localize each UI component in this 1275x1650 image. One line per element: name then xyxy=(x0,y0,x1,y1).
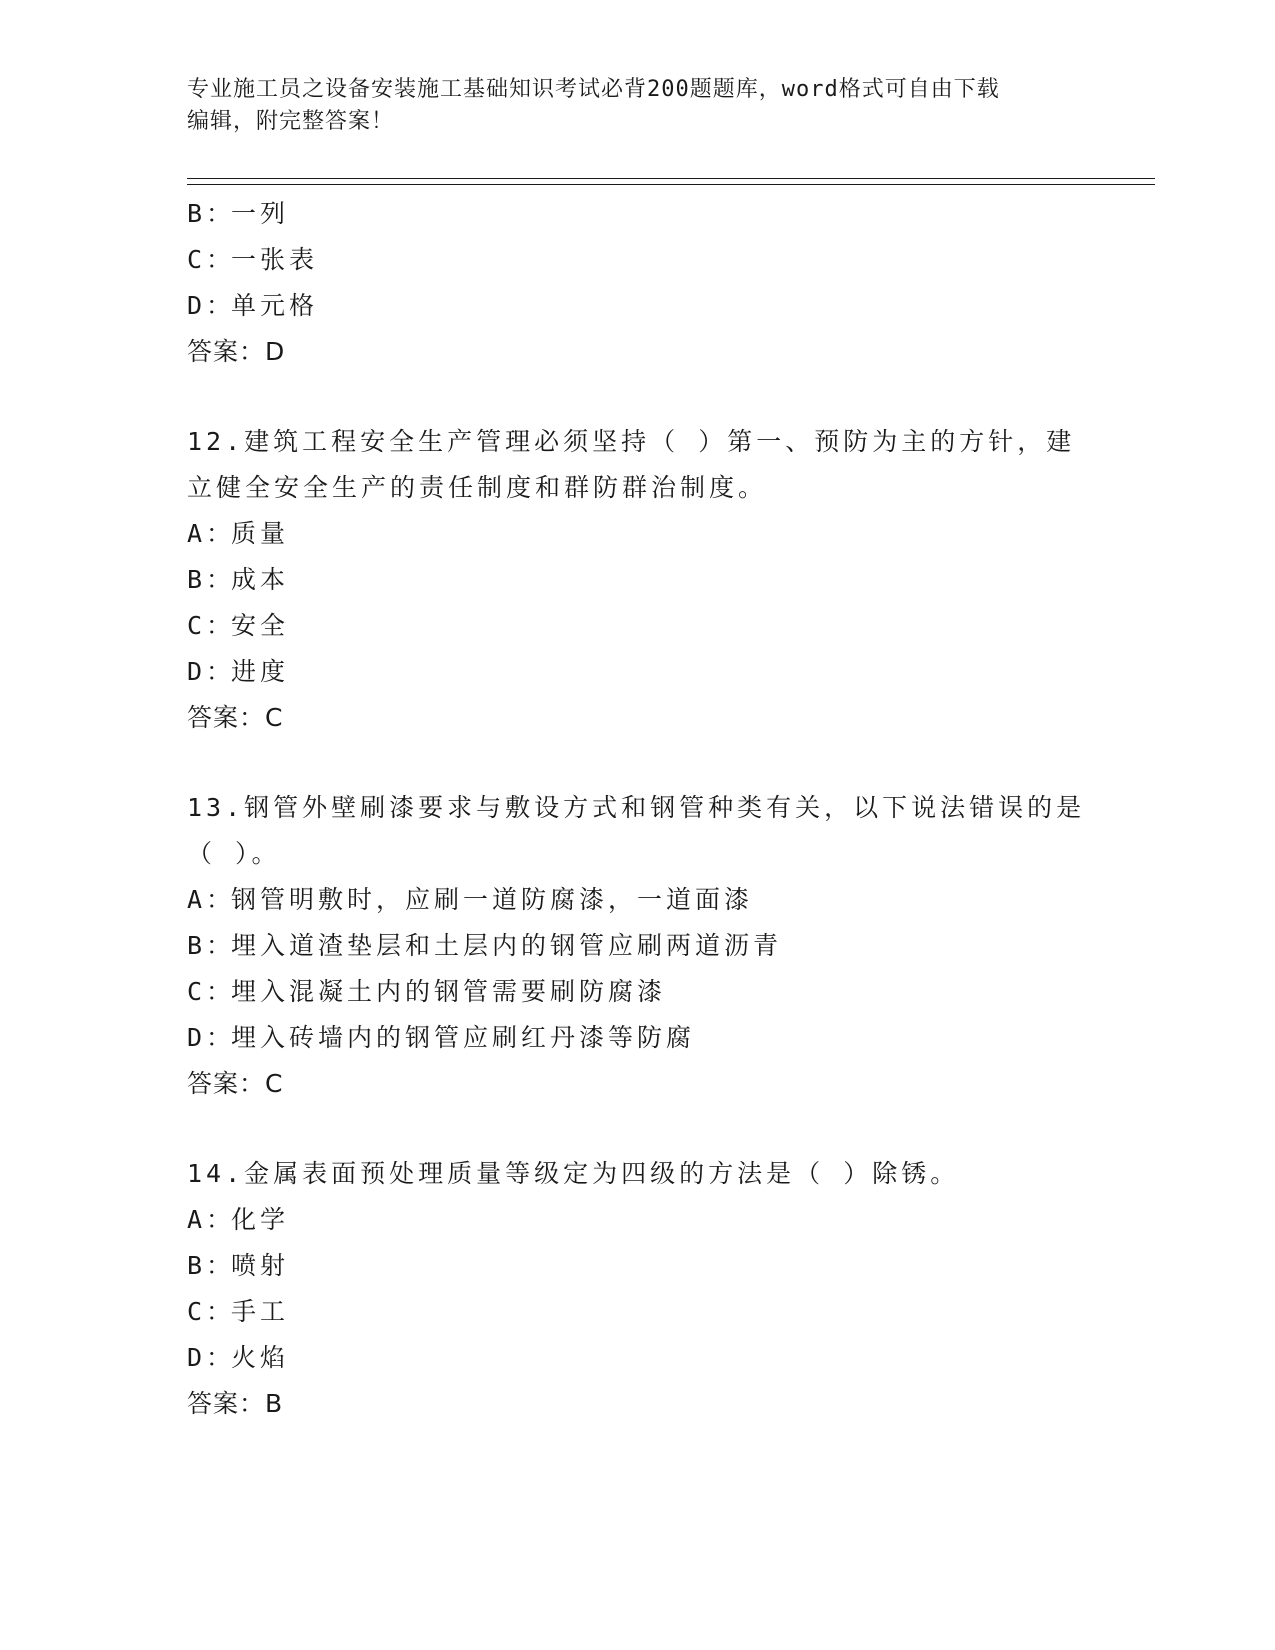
question-partial xyxy=(187,191,1087,375)
question-stem xyxy=(187,785,1087,877)
option-text: 埋入道渣垫层和土层内的钢管应刷两道沥青 xyxy=(231,931,783,960)
question-stem xyxy=(187,1151,1087,1197)
stem-line: 12.建筑工程安全生产管理必须坚持（ ）第一、预防为主的方针，建 xyxy=(187,427,1076,456)
option-b xyxy=(187,557,1087,603)
option-key: C： xyxy=(187,977,236,1006)
option-text: 单元格 xyxy=(231,291,319,320)
option-text: 安全 xyxy=(231,611,290,640)
answer: 答案：C xyxy=(187,703,284,732)
option-c xyxy=(187,603,1087,649)
option-a xyxy=(187,877,1087,923)
option-a xyxy=(187,1197,1087,1243)
option-key: A： xyxy=(187,1205,236,1234)
option-key: D： xyxy=(187,657,236,686)
option-d xyxy=(187,283,1087,329)
answer: 答案：D xyxy=(187,337,286,366)
option-d xyxy=(187,1015,1087,1061)
answer: 答案：C xyxy=(187,1069,284,1098)
option-key: B： xyxy=(187,1251,236,1280)
option-key: C： xyxy=(187,611,236,640)
option-key: B： xyxy=(187,199,236,228)
option-d xyxy=(187,649,1087,695)
option-key: A： xyxy=(187,519,236,548)
option-text: 钢管明敷时，应刷一道防腐漆，一道面漆 xyxy=(231,885,754,914)
stem-line: （ ）。 xyxy=(187,839,281,868)
option-b xyxy=(187,923,1087,969)
option-text: 埋入混凝土内的钢管需要刷防腐漆 xyxy=(231,977,667,1006)
answer: 答案：B xyxy=(187,1389,284,1418)
option-key: C： xyxy=(187,245,236,274)
option-c xyxy=(187,969,1087,1015)
header-divider xyxy=(187,178,1155,185)
question-list xyxy=(187,191,1087,1427)
option-text: 质量 xyxy=(231,519,290,548)
stem-line: 13.钢管外壁刷漆要求与敷设方式和钢管种类有关，以下说法错误的是 xyxy=(187,793,1086,822)
option-key: B： xyxy=(187,931,236,960)
option-a xyxy=(187,511,1087,557)
option-text: 手工 xyxy=(231,1297,290,1326)
question-14 xyxy=(187,1151,1087,1427)
option-c xyxy=(187,1289,1087,1335)
option-b xyxy=(187,191,1087,237)
option-text: 成本 xyxy=(231,565,290,594)
question-12 xyxy=(187,419,1087,741)
option-text: 火焰 xyxy=(231,1343,290,1372)
header-line-2: 编辑，附完整答案！ xyxy=(187,109,395,134)
option-text: 一张表 xyxy=(231,245,319,274)
option-key: B： xyxy=(187,565,236,594)
option-key: D： xyxy=(187,1343,236,1372)
option-key: A： xyxy=(187,885,236,914)
option-text: 进度 xyxy=(231,657,290,686)
option-key: D： xyxy=(187,1023,236,1052)
option-c xyxy=(187,237,1087,283)
document-header xyxy=(187,74,1087,138)
question-stem xyxy=(187,419,1087,511)
option-text: 埋入砖墙内的钢管应刷红丹漆等防腐 xyxy=(231,1023,696,1052)
question-13 xyxy=(187,785,1087,1107)
option-text: 化学 xyxy=(231,1205,290,1234)
option-text: 一列 xyxy=(231,199,290,228)
stem-line: 14.金属表面预处理质量等级定为四级的方法是（ ）除锈。 xyxy=(187,1159,960,1188)
option-text: 喷射 xyxy=(231,1251,290,1280)
stem-line: 立健全安全生产的责任制度和群防群治制度。 xyxy=(187,473,768,502)
option-b xyxy=(187,1243,1087,1289)
header-line-1: 专业施工员之设备安装施工基础知识考试必背200题题库，word格式可自由下载 xyxy=(187,77,1000,102)
option-key: C： xyxy=(187,1297,236,1326)
option-key: D： xyxy=(187,291,236,320)
option-d xyxy=(187,1335,1087,1381)
